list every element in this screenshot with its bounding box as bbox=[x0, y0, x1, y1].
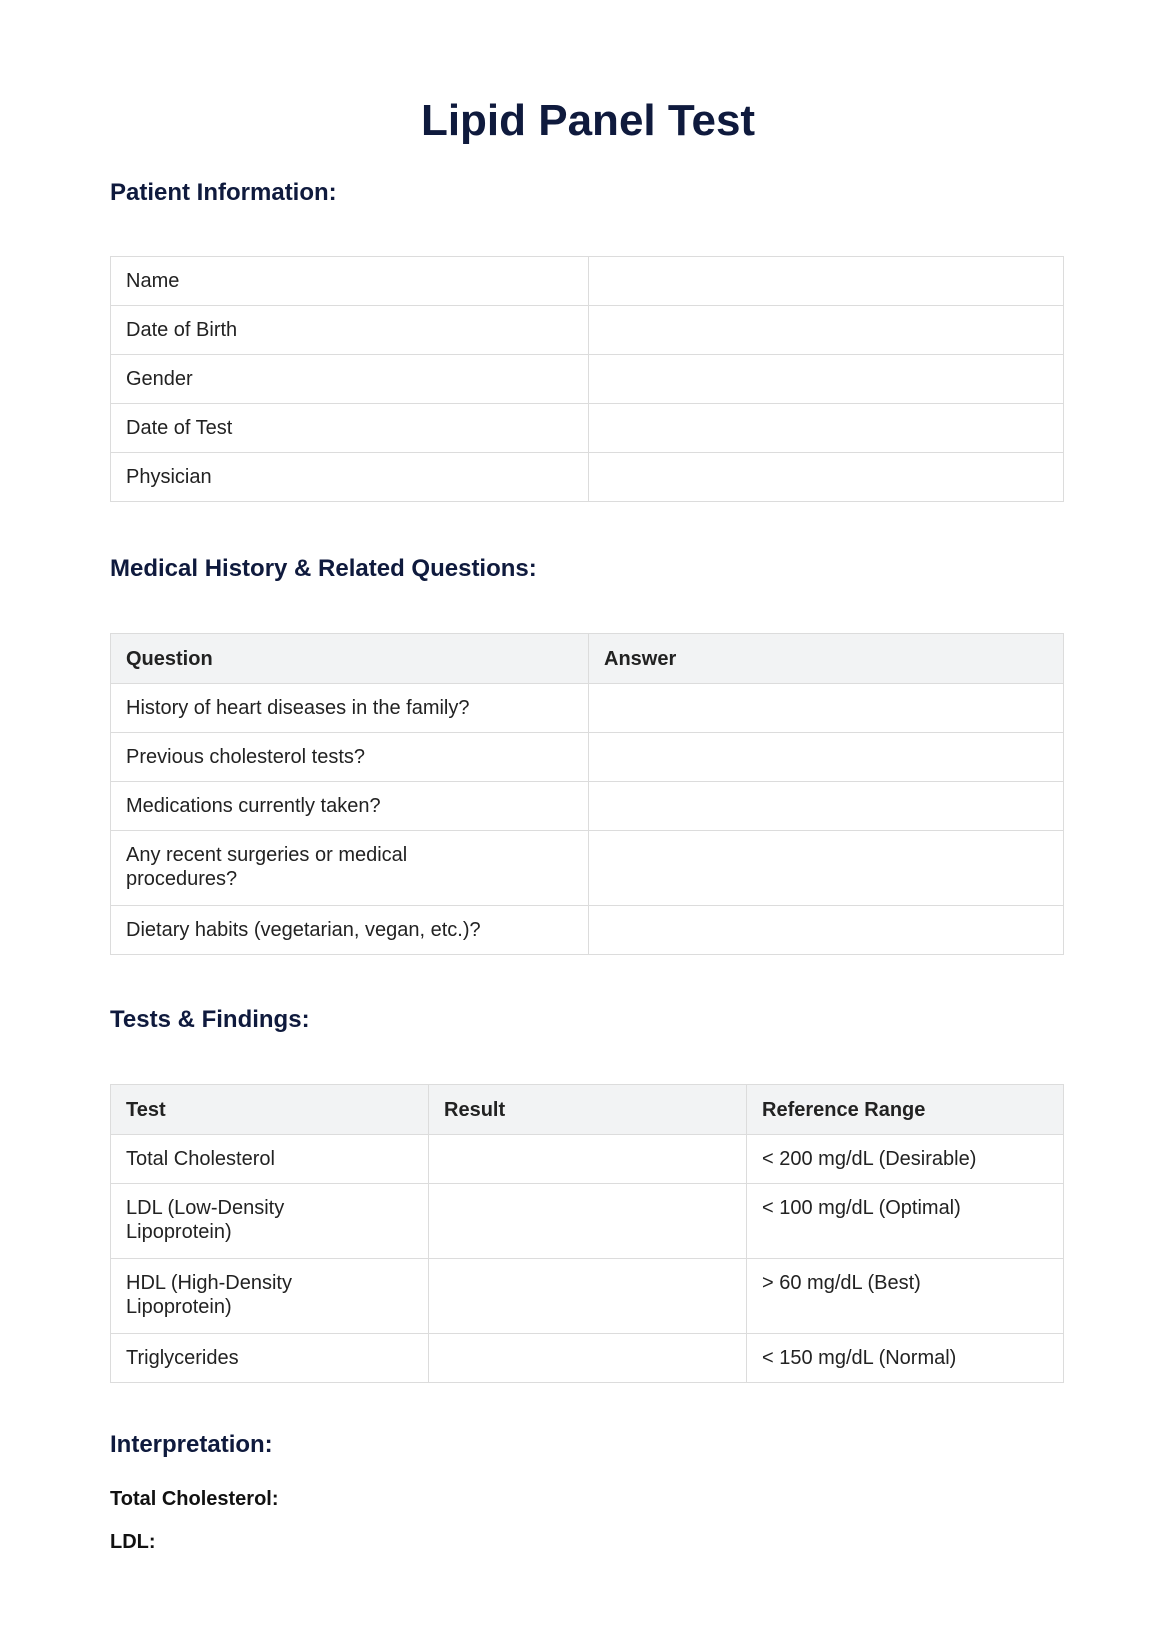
reference-range: > 60 mg/dL (Best) bbox=[747, 1259, 1064, 1334]
table-row bbox=[111, 453, 1064, 502]
interpretation-total-cholesterol-label: Total Cholesterol: bbox=[110, 1488, 279, 1510]
table-row bbox=[111, 404, 1064, 453]
medical-history-table bbox=[110, 633, 1064, 955]
question: Medications currently taken? bbox=[111, 782, 589, 831]
table-row bbox=[111, 684, 1064, 733]
answer-field[interactable] bbox=[589, 782, 1064, 831]
page-title: Lipid Panel Test bbox=[420, 96, 756, 145]
question: Any recent surgeries or medical procedures? bbox=[111, 831, 589, 906]
result-field[interactable] bbox=[429, 1259, 747, 1334]
tests-heading: Tests & Findings: bbox=[110, 1006, 310, 1033]
table-row bbox=[111, 733, 1064, 782]
table-row bbox=[111, 1259, 1064, 1334]
row-label: Date of Test bbox=[111, 404, 589, 453]
test-date-field[interactable] bbox=[589, 404, 1064, 453]
row-label: Date of Birth bbox=[111, 306, 589, 355]
table-row bbox=[111, 257, 1064, 306]
reference-range: < 150 mg/dL (Normal) bbox=[747, 1334, 1064, 1383]
question: Previous cholesterol tests? bbox=[111, 733, 589, 782]
answer-field[interactable] bbox=[589, 733, 1064, 782]
medical-history-heading: Medical History & Related Questions: bbox=[110, 555, 537, 582]
interpretation-heading: Interpretation: bbox=[110, 1431, 273, 1458]
patient-info-table bbox=[110, 256, 1064, 502]
reference-range: < 100 mg/dL (Optimal) bbox=[747, 1184, 1064, 1259]
table-row bbox=[111, 355, 1064, 404]
row-label: Name bbox=[111, 257, 589, 306]
column-header: Answer bbox=[589, 634, 1064, 684]
result-field[interactable] bbox=[429, 1334, 747, 1383]
question: History of heart diseases in the family? bbox=[111, 684, 589, 733]
test-name: HDL (High-Density Lipoprotein) bbox=[111, 1259, 429, 1334]
table-row bbox=[111, 906, 1064, 955]
row-label: Physician bbox=[111, 453, 589, 502]
column-header: Result bbox=[429, 1085, 747, 1135]
name-field[interactable] bbox=[589, 257, 1064, 306]
dob-field[interactable] bbox=[589, 306, 1064, 355]
physician-field[interactable] bbox=[589, 453, 1064, 502]
question: Dietary habits (vegetarian, vegan, etc.)? bbox=[111, 906, 589, 955]
gender-field[interactable] bbox=[589, 355, 1064, 404]
interpretation-ldl-label: LDL: bbox=[110, 1531, 156, 1553]
column-header: Question bbox=[111, 634, 589, 684]
column-header: Test bbox=[111, 1085, 429, 1135]
column-header: Reference Range bbox=[747, 1085, 1064, 1135]
answer-field[interactable] bbox=[589, 831, 1064, 906]
patient-info-heading: Patient Information: bbox=[110, 179, 337, 206]
table-row bbox=[111, 782, 1064, 831]
table-header-row bbox=[111, 1085, 1064, 1135]
table-row bbox=[111, 1184, 1064, 1259]
table-header-row bbox=[111, 634, 1064, 684]
test-name: Total Cholesterol bbox=[111, 1135, 429, 1184]
table-row bbox=[111, 306, 1064, 355]
test-name: LDL (Low-Density Lipoprotein) bbox=[111, 1184, 429, 1259]
result-field[interactable] bbox=[429, 1184, 747, 1259]
answer-field[interactable] bbox=[589, 906, 1064, 955]
table-row bbox=[111, 1334, 1064, 1383]
result-field[interactable] bbox=[429, 1135, 747, 1184]
reference-range: < 200 mg/dL (Desirable) bbox=[747, 1135, 1064, 1184]
table-row bbox=[111, 1135, 1064, 1184]
table-row bbox=[111, 831, 1064, 906]
answer-field[interactable] bbox=[589, 684, 1064, 733]
tests-table bbox=[110, 1084, 1064, 1383]
row-label: Gender bbox=[111, 355, 589, 404]
test-name: Triglycerides bbox=[111, 1334, 429, 1383]
